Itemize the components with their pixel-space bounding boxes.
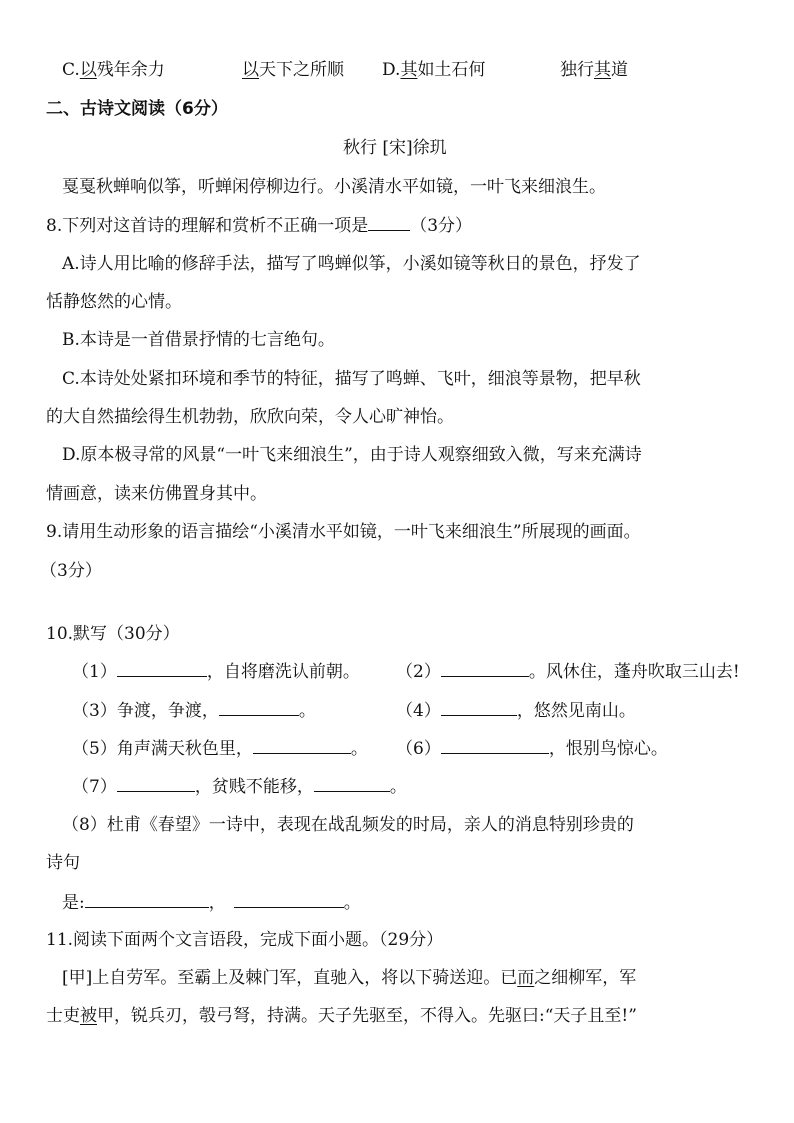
item-number: （7） bbox=[72, 777, 117, 797]
item-text: 是: bbox=[62, 893, 85, 913]
answer-blank[interactable] bbox=[368, 214, 410, 231]
item-number: （1） bbox=[72, 662, 117, 682]
item-number: （2） bbox=[396, 662, 441, 682]
options-line-cd bbox=[62, 59, 165, 81]
option-d-first bbox=[382, 59, 485, 81]
section-heading: 二、古诗文阅读（6分） bbox=[46, 99, 228, 119]
answer-blank[interactable] bbox=[314, 775, 390, 792]
poem-title: 秋行 [宋]徐玑 bbox=[343, 138, 447, 158]
answer-blank[interactable] bbox=[219, 699, 299, 716]
question-10-heading: 10.默写（30分） bbox=[46, 624, 180, 644]
q8-option-a-line2: 恬静悠然的心情。 bbox=[46, 292, 182, 312]
answer-blank[interactable] bbox=[117, 775, 195, 792]
option-c-phrase-2: 天下之所顺 bbox=[259, 60, 344, 80]
passage-text: [甲]上自劳军。至霸上及棘门军，直驰入，将以下骑送迎。已 bbox=[62, 968, 518, 988]
q8-option-d-line2: 情画意，读来仿佛置身其中。 bbox=[46, 484, 267, 504]
q10-item-2 bbox=[396, 660, 740, 683]
q10-item-5 bbox=[72, 737, 368, 760]
item-text: 。 bbox=[343, 893, 361, 913]
option-d-second bbox=[560, 59, 628, 81]
passage-text: 士吏 bbox=[46, 1006, 80, 1026]
answer-blank[interactable] bbox=[85, 891, 209, 908]
item-text: 。 bbox=[350, 739, 368, 759]
option-d-phrase-2: 道 bbox=[611, 60, 628, 80]
item-number: （5） bbox=[72, 739, 117, 759]
q10-item-1 bbox=[72, 660, 360, 683]
option-d-keyword-1: 其 bbox=[400, 60, 418, 80]
answer-blank[interactable] bbox=[441, 737, 549, 754]
option-d-label: D. bbox=[382, 60, 401, 80]
item-text: 。 bbox=[298, 701, 316, 721]
option-c-keyword-2: 以 bbox=[242, 60, 259, 80]
question-8-stem-text: 8.下列对这首诗的理解和赏析不正确一项是 bbox=[46, 216, 369, 236]
q10-item-8-answer bbox=[62, 891, 361, 914]
item-number: （3） bbox=[72, 701, 117, 721]
option-c-phrase-1: 残年余力 bbox=[96, 60, 165, 80]
item-text: ，恨别鸟惊心。 bbox=[548, 739, 668, 759]
q8-option-c-line1: C.本诗处处紧扣环境和季节的特征，描写了鸣蝉、飞叶，细浪等景物，把早秋 bbox=[62, 369, 641, 389]
item-text: ，自将磨洗认前朝。 bbox=[206, 662, 360, 682]
option-d-keyword-2: 其 bbox=[594, 60, 611, 80]
passage-text: 甲，锐兵刃，彀弓弩，持满。天子先驱至，不得入。先驱曰:“天子且至!” bbox=[97, 1006, 637, 1026]
passage-keyword: 而 bbox=[517, 968, 535, 988]
q11-passage-line1 bbox=[62, 967, 636, 989]
q8-option-a-line1: A.诗人用比喻的修辞手法，描写了鸣蝉似筝，小溪如镜等秋日的景色，抒发了 bbox=[62, 254, 641, 274]
option-c-label: C. bbox=[62, 60, 80, 80]
poem-text: 戛戛秋蝉响似筝，听蝉闲停柳边行。小溪清水平如镜，一叶飞来细浪生。 bbox=[62, 177, 606, 197]
q8-option-b: B.本诗是一首借景抒情的七言绝句。 bbox=[62, 330, 335, 350]
q10-item-8-line2: 诗句 bbox=[46, 853, 80, 873]
q8-option-c-line2: 的大自然描绘得生机勃勃，欣欣向荣，令人心旷神怡。 bbox=[46, 407, 454, 427]
q11-passage-line2 bbox=[46, 1005, 637, 1027]
question-9-line1: 9.请用生动形象的语言描绘“小溪清水平如镜，一叶飞来细浪生”所展现的画面。 bbox=[46, 522, 641, 542]
item-text: 。 bbox=[389, 777, 407, 797]
answer-blank[interactable] bbox=[253, 737, 351, 754]
item-text: 。风休住，蓬舟吹取三山去! bbox=[528, 662, 740, 682]
item-text: ，贫贱不能移， bbox=[194, 777, 314, 797]
option-c-second bbox=[242, 59, 344, 81]
question-8-stem bbox=[46, 214, 472, 237]
q10-item-7 bbox=[72, 775, 407, 798]
option-d-prefix-2: 独行 bbox=[560, 60, 594, 80]
passage-text: 之细柳军，军 bbox=[534, 968, 637, 988]
question-9-line2: （3分） bbox=[40, 561, 102, 581]
answer-blank[interactable] bbox=[117, 660, 207, 677]
option-d-phrase-1: 如土石何 bbox=[417, 60, 486, 80]
item-number: （6） bbox=[396, 739, 441, 759]
item-text: 角声满天秋色里， bbox=[116, 739, 253, 759]
passage-keyword: 被 bbox=[80, 1006, 97, 1026]
item-text: ，悠然见南山。 bbox=[516, 701, 636, 721]
item-text: 争渡，争渡， bbox=[116, 701, 219, 721]
answer-blank[interactable] bbox=[441, 660, 529, 677]
q10-item-8-line1: （8）杜甫《春望》一诗中，表现在战乱频发的时局，亲人的消息特别珍贵的 bbox=[62, 815, 634, 835]
q10-item-6 bbox=[396, 737, 668, 760]
question-11-heading: 11.阅读下面两个文言语段，完成下面小题。（29分） bbox=[46, 930, 444, 950]
item-number: （4） bbox=[396, 701, 441, 721]
question-8-score: （3分） bbox=[410, 216, 473, 236]
answer-blank[interactable] bbox=[234, 891, 344, 908]
item-text: ， bbox=[208, 893, 226, 913]
q8-option-d-line1: D.原本极寻常的风景“一叶飞来细浪生”，由于诗人观察细致入微，写来充满诗 bbox=[62, 445, 642, 465]
option-c-keyword-1: 以 bbox=[79, 60, 97, 80]
q10-item-4 bbox=[396, 699, 636, 722]
answer-blank[interactable] bbox=[441, 699, 517, 716]
q10-item-3 bbox=[72, 699, 316, 722]
